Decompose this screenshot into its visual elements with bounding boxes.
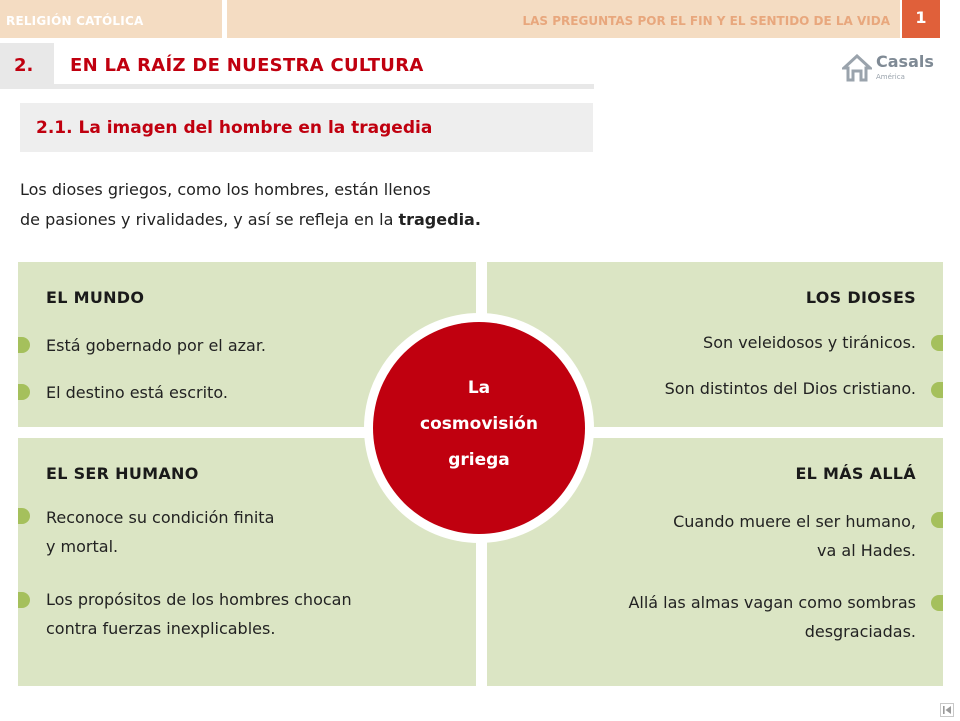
dioses-item-1: Son veleidosos y tiránicos. xyxy=(703,333,916,352)
center-line-3: griega xyxy=(448,450,510,470)
center-line-1: La xyxy=(467,378,491,398)
mas-alla-item-1-line-1: Cuando muere el ser humano, xyxy=(673,512,916,531)
mundo-item-1: Está gobernado por el azar. xyxy=(46,336,267,355)
bullet-icon xyxy=(931,382,943,398)
mas-alla-item-2-line-2: desgraciadas. xyxy=(804,622,916,641)
mas-alla-item-2 xyxy=(628,588,916,646)
dioses-item-2: Son distintos del Dios cristiano. xyxy=(664,379,916,398)
center-line-2: cosmovisión xyxy=(420,414,538,434)
bullet-icon xyxy=(931,335,943,351)
intro-line-2 xyxy=(20,205,620,235)
unit-title-bar xyxy=(227,0,900,38)
mundo-item-2: El destino está escrito. xyxy=(46,383,228,402)
mas-alla-item-1 xyxy=(673,507,916,565)
quadrant-mas-alla-title: EL MÁS ALLÁ xyxy=(795,464,916,483)
course-label-bar xyxy=(0,0,222,38)
casals-house-icon xyxy=(842,54,872,82)
center-circle-label xyxy=(373,370,585,478)
humano-item-1-line-1: Reconoce su condición finita xyxy=(46,508,275,527)
humano-item-2-line-1: Los propósitos de los hombres chocan xyxy=(46,590,352,609)
intro-line-2-text: de pasiones y rivalidades, y así se refleja en la xyxy=(20,210,399,229)
bullet-icon xyxy=(931,595,943,611)
quadrant-dioses-title: LOS DIOSES xyxy=(805,288,916,307)
mas-alla-item-1-line-2: va al Hades. xyxy=(817,541,916,560)
intro-paragraph xyxy=(20,175,620,235)
logo-name: Casals xyxy=(876,52,934,71)
unit-title: LAS PREGUNTAS POR EL FIN Y EL SENTIDO DE LA VIDA xyxy=(522,14,890,28)
unit-number-badge xyxy=(902,0,940,38)
intro-keyword: tragedia. xyxy=(398,210,481,229)
humano-item-2-line-2: contra fuerzas inexplicables. xyxy=(46,619,276,638)
section-title: EN LA RAÍZ DE NUESTRA CULTURA xyxy=(70,55,424,76)
unit-number: 1 xyxy=(915,8,927,27)
intro-line-1: Los dioses griegos, como los hombres, están llenos xyxy=(20,180,431,199)
bullet-icon xyxy=(931,512,943,528)
quadrant-ser-humano-title: EL SER HUMANO xyxy=(46,464,199,483)
subsection-title: 2.1. La imagen del hombre en la tragedia xyxy=(36,118,433,138)
quadrant-mundo-title: EL MUNDO xyxy=(46,288,145,307)
mas-alla-item-2-line-1: Allá las almas vagan como sombras xyxy=(628,593,916,612)
logo-subtitle: América xyxy=(876,73,905,81)
humano-item-1 xyxy=(46,503,274,561)
section-number: 2. xyxy=(14,55,34,76)
course-label: RELIGIÓN CATÓLICA xyxy=(6,14,144,28)
first-page-icon[interactable] xyxy=(940,702,954,716)
humano-item-2 xyxy=(46,585,352,643)
publisher-logo xyxy=(842,52,942,86)
humano-item-1-line-2: y mortal. xyxy=(46,537,119,556)
